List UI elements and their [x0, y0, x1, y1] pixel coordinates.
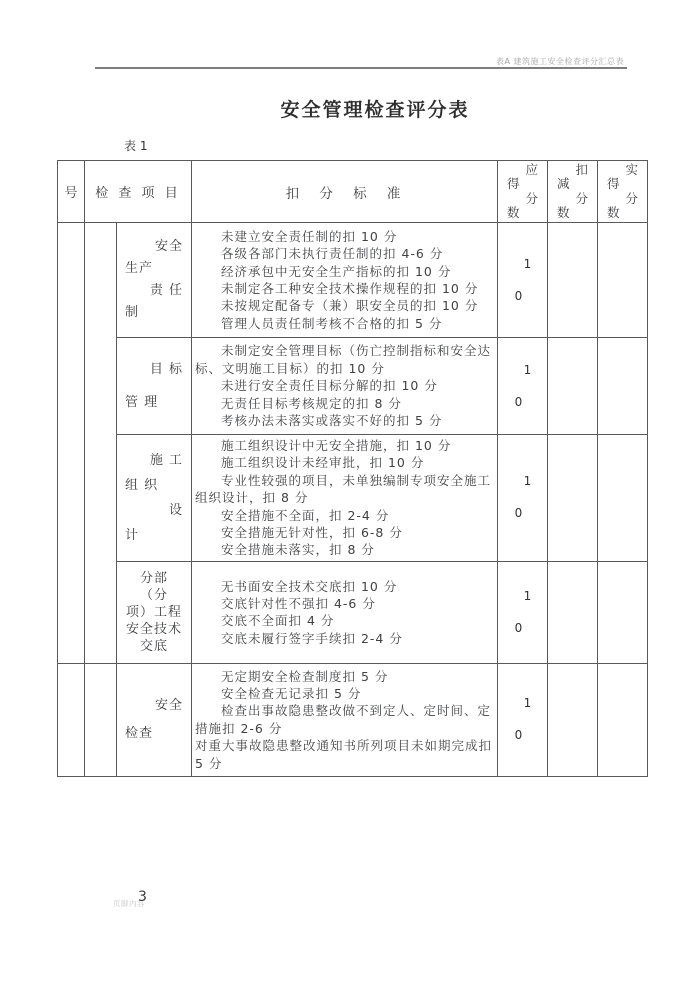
deduction-standard-line: 经济承包中无安全生产指标的扣 10 分 — [221, 263, 452, 279]
table-row — [58, 435, 648, 562]
group-cell — [85, 663, 117, 776]
page-title: 安全管理检查评分表 — [280, 99, 470, 121]
header-rule — [95, 67, 627, 69]
due-score-cell — [498, 663, 548, 776]
deduction-standard-line: 未制定安全管理目标（伤亡控制指标和安全达标、文明施工目标）的扣 10 分 — [195, 343, 492, 376]
deduction-standard-line: 未进行安全责任目标分解的扣 10 分 — [221, 378, 438, 394]
item-name-line: 检查 — [125, 725, 154, 741]
item-name-line: 设 — [168, 502, 183, 518]
deduction-standard-line: 各级各部门未执行责任制的扣 4-6 分 — [221, 246, 444, 262]
deduction-standard-line: 未制定各工种安全技术操作规程的扣 10 分 — [221, 281, 479, 296]
item-name-line: 组 织 — [125, 477, 159, 493]
deduct-score-cell — [548, 338, 598, 435]
header-actual-score — [598, 161, 648, 223]
header-deduct-score — [548, 161, 598, 223]
due-score-digit: 0 — [514, 728, 523, 743]
item-name-line: 安全技术 — [125, 621, 182, 637]
item-name-line: 施 工 — [149, 452, 183, 468]
standards-cell — [192, 435, 498, 562]
item-name-line: （分 — [139, 587, 168, 603]
deduct-score-cell — [548, 561, 598, 663]
vertical-header-char: 实 — [625, 161, 638, 177]
due-score-digit: 1 — [523, 362, 532, 377]
due-score-digit: 1 — [523, 474, 532, 489]
table-row — [58, 338, 648, 435]
actual-score-cell — [598, 435, 648, 562]
table-row — [58, 223, 648, 338]
item-name-line: 交底 — [139, 638, 168, 654]
deduction-standard-line: 安全措施无针对性，扣 6-8 分 — [221, 525, 403, 541]
item-name-line: 项）工程 — [125, 604, 182, 620]
due-score-cell — [498, 435, 548, 562]
standards-cell — [192, 223, 498, 338]
deduction-standard-line: 交底不全面扣 4 分 — [221, 613, 335, 629]
item-name-cell — [117, 561, 192, 663]
item-name-line: 计 — [125, 527, 140, 543]
deduction-standard-line: 检查出事故隐患整改做不到定人、定时间、定措施扣 2-6 分 — [195, 703, 492, 736]
deduction-standard-line: 对重大事故隐患整改通知书所列项目未如期完成扣 5 分 — [195, 738, 493, 771]
item-name-line: 安全 — [154, 697, 183, 713]
standards-cell — [192, 663, 498, 776]
vertical-header-char: 数 — [507, 205, 520, 220]
item-name-line: 制 — [125, 305, 140, 320]
deduction-standard-line: 无责任目标考核规定的扣 8 分 — [221, 395, 402, 411]
deduction-standard-line: 未建立安全责任制的扣 10 分 — [221, 228, 398, 244]
header-inspection-item: 检 查 项 目 — [85, 161, 192, 223]
due-score-digit: 1 — [523, 588, 532, 603]
item-name-cell — [117, 223, 192, 338]
table-label: 表 1 — [124, 139, 148, 153]
footer-note: 页脚内容 — [113, 899, 145, 908]
deduction-standard-line: 考核办法未落实或落实不好的扣 5 分 — [221, 413, 443, 429]
deduction-standard-line: 安全检查无记录扣 5 分 — [221, 686, 362, 702]
item-name-cell — [117, 435, 192, 562]
standards-cell — [192, 561, 498, 663]
vertical-header-char: 得 — [507, 176, 520, 191]
actual-score-cell — [598, 663, 648, 776]
vertical-header-char: 扣 — [575, 161, 588, 177]
standards-cell — [192, 338, 498, 435]
table-row — [58, 561, 648, 663]
deduct-score-cell — [548, 223, 598, 338]
vertical-header-char: 数 — [557, 205, 570, 220]
vertical-header-char: 减 — [557, 176, 570, 191]
due-score-cell — [498, 223, 548, 338]
actual-score-cell — [598, 338, 648, 435]
due-score-digit: 0 — [514, 620, 523, 635]
due-score-digit: 0 — [514, 394, 523, 409]
header-deduction-standard: 扣 分 标 准 — [192, 161, 498, 223]
page-header-note: 表A 建筑施工安全检查评分汇总表 — [495, 57, 624, 66]
due-score-digit: 1 — [523, 696, 532, 711]
table-header-row — [58, 161, 648, 223]
item-name-line: 目 标 — [149, 362, 183, 377]
vertical-header-char: 分 — [625, 190, 638, 206]
header-no: 号 — [58, 161, 85, 223]
item-name-cell — [117, 663, 192, 776]
table-row — [58, 663, 648, 776]
deduction-standard-line: 施工组织设计未经审批，扣 10 分 — [221, 455, 425, 471]
item-name-line: 管 理 — [125, 395, 159, 410]
group-cell — [85, 223, 117, 664]
vertical-header-char: 得 — [607, 176, 620, 191]
vertical-header-char: 应 — [525, 161, 538, 177]
deduction-standard-line: 无定期安全检查制度扣 5 分 — [221, 668, 389, 684]
due-score-digit: 0 — [514, 506, 523, 521]
deduction-standard-line: 交底针对性不强扣 4-6 分 — [221, 595, 376, 611]
deduction-standard-line: 无书面安全技术交底扣 10 分 — [221, 578, 398, 594]
vertical-header-char: 数 — [607, 205, 620, 220]
deduction-standard-line: 管理人员责任制考核不合格的扣 5 分 — [221, 315, 443, 331]
due-score-digit: 0 — [514, 288, 523, 303]
deduction-standard-line: 未按规定配备专（兼）职安全员的扣 10 分 — [221, 298, 479, 314]
deduct-score-cell — [548, 663, 598, 776]
deduct-score-cell — [548, 435, 598, 562]
serial-number-cell — [58, 663, 85, 776]
item-name-line: 安全 — [154, 239, 183, 254]
deduction-standard-line: 施工组织设计中无安全措施，扣 10 分 — [221, 438, 452, 453]
serial-number-cell — [58, 223, 85, 664]
deduction-standard-line: 交底未履行签字手续扣 2-4 分 — [221, 630, 403, 646]
item-name-line: 责 任 — [149, 283, 183, 298]
deduction-standard-line: 安全措施不全面，扣 2-4 分 — [221, 507, 390, 523]
item-name-cell — [117, 338, 192, 435]
page-number: 3 — [138, 889, 147, 905]
actual-score-cell — [598, 223, 648, 338]
item-name-line: 分部 — [139, 570, 168, 586]
header-due-score — [498, 161, 548, 223]
due-score-cell — [498, 338, 548, 435]
vertical-header-char: 分 — [525, 190, 538, 206]
deduction-standard-line: 安全措施未落实，扣 8 分 — [221, 542, 375, 558]
vertical-header-char: 分 — [575, 190, 588, 206]
due-score-cell — [498, 561, 548, 663]
due-score-digit: 1 — [523, 256, 532, 271]
actual-score-cell — [598, 561, 648, 663]
score-table — [57, 160, 648, 777]
item-name-line: 生产 — [125, 261, 154, 276]
deduction-standard-line: 专业性较强的项目，未单独编制专项安全施工组织设计，扣 8 分 — [195, 472, 492, 506]
